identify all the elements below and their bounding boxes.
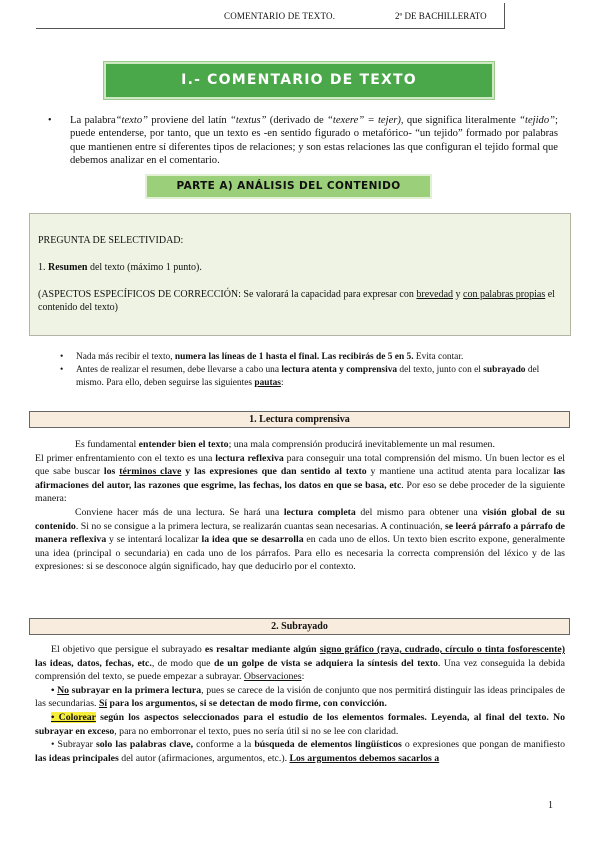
bullet-dot: • xyxy=(48,115,52,126)
document-title: I.- COMENTARIO DE TEXTO xyxy=(181,72,417,88)
observation-item: • No subrayar en la primera lectura, pues se carece de la visión de conjunto que nos permitirá distinguir las ideas principales de las secundarias. Sí para los argumentos, si se detectan de modo firme, con convicción. xyxy=(35,684,565,710)
question-statement: 1. Resumen del texto (máximo 1 punto). xyxy=(38,262,202,273)
header-course: 2º DE BACHILLERATO xyxy=(395,11,487,21)
section-subrayado-body xyxy=(35,643,565,765)
observation-item: • Colorear según los aspectos seleccionados para el estudio de los elementos formales. Leyenda, al final del texto. No subrayar en exceso, para no emborronar el texto, pues no sería útil si no se lee con claridad. xyxy=(35,711,566,737)
header-title: COMENTARIO DE TEXTO. xyxy=(224,11,336,21)
correction-criteria: (ASPECTOS ESPECÍFICOS DE CORRECCIÓN: Se valorará la capacidad para expresar con brevedad y con palabras propias el contenido del texto) xyxy=(38,289,555,313)
page-number: 1 xyxy=(548,800,553,811)
intro-text: La palabra“texto” proviene del latín “textus” (derivado de “texere” = tejer), que significa literalmente “tejido”; puede entenderse, por tanto, que un texto es -en sentido figurado o metafórico- “un tejido” formado por palabras que mantienen entre sí diferentes tipos de relaciones; y son estas relaciones las que configuran el tejido formal que debemos analizar en el comentario. xyxy=(70,115,558,167)
list-item: • Antes de realizar el resumen, debe llevarse a cabo una lectura atenta y comprensiva del texto, junto con el subrayado del mismo. Para ello, deben seguirse las siguientes pautas: xyxy=(60,365,540,388)
section-heading-subrayado: 2. Subrayado xyxy=(29,618,570,635)
document-title-box xyxy=(104,62,494,99)
paragraph: Conviene hacer más de una lectura. Se hará una lectura completa del mismo para obtener una visión global de su contenido. Si no se consigue a la primera lectura, se realizarán cuantas sean necesarias. A continuación, se leerá párrafo a párrafo de manera reflexiva y se intentará localizar la idea que se desarrolla en cada uno de ellos. Un texto bien escrito expone, generalmente una idea (principal o secundaria) en cada uno de los párrafos. Para ello es necesaria la correcta comprensión del léxico y de las expresiones: si se desconoce algún significado, hay que deducirlo por el contexto. xyxy=(35,506,566,573)
bullet-dot: • xyxy=(60,352,64,362)
question-heading: PREGUNTA DE SELECTIVIDAD: xyxy=(38,235,184,246)
page-header xyxy=(0,0,600,30)
paragraph: Es fundamental entender bien el texto; una mala comprensión producirá inevitablemente un mal resumen. xyxy=(75,439,495,450)
exam-question-box xyxy=(29,213,571,336)
bullet-dot: • xyxy=(60,365,64,375)
instructions-list xyxy=(60,351,560,390)
header-divider xyxy=(36,28,504,29)
section-heading-lectura: 1. Lectura comprensiva xyxy=(29,411,570,428)
observation-item: • Subrayar solo las palabras clave, conforme a la búsqueda de elementos lingüísticos o expresiones que pongan de manifiesto las ideas principales del autor (afirmaciones, argumentos, etc.). Los argumentos debemos sacarlos a xyxy=(35,739,565,764)
paragraph: El primer enfrentamiento con el texto es una lectura reflexiva para conseguir una total comprensión del mismo. Un buen lector es el que sabe buscar los términos clave y las expresiones que dan sentido al texto y mantiene una actitud atenta para localizar las afirmaciones del autor, las razones que esgrime, las fechas, los datos en que se basa, etc. Por eso se debe proceder de la siguiente manera: xyxy=(35,452,566,505)
part-a-heading-box xyxy=(145,174,432,199)
part-a-heading: PARTE A) ANÁLISIS DEL CONTENIDO xyxy=(176,180,401,192)
paragraph: El objetivo que persigue el subrayado es resaltar mediante algún signo gráfico (raya, cudrado, círculo o tinta fosforescente) las ideas, datos, fechas, etc., de modo que de un golpe de vista se adquiera la síntesis del texto. Una vez conseguida la debida comprensión del texto, se puede empezar a subrayar. Observaciones: xyxy=(35,644,566,683)
section-lectura-body xyxy=(35,438,565,574)
list-item: • Nada más recibir el texto, numera las líneas de 1 hasta el final. Las recibirás de 5 en 5. Evita contar. xyxy=(60,352,464,362)
header-vertical-divider xyxy=(504,3,505,29)
intro-bullet xyxy=(48,114,558,168)
